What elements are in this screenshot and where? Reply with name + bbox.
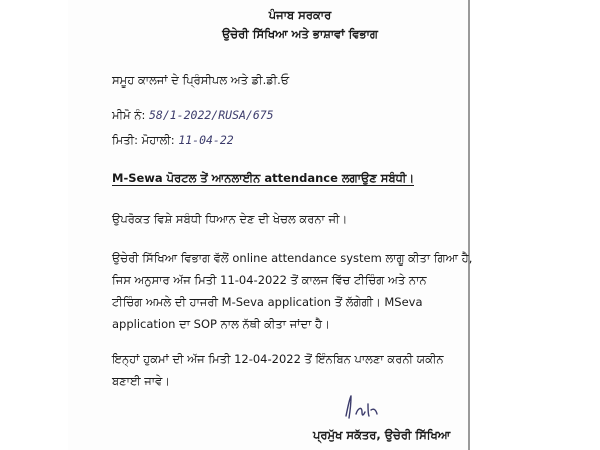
header-government: ਪੰਜਾਬ ਸਰਕਾਰ [268, 8, 332, 22]
signatory-title: ਪ੍ਰਮੁੱਖ ਸਕੱਤਰ, ਉਚੇਰੀ ਸਿੱਖਿਆ [313, 428, 451, 442]
subject-line [112, 171, 414, 185]
date-label: ਮਿਤੀ: ਮੋਹਾਲੀ: [112, 133, 175, 147]
paragraph-3-line-2: ਬਣਾਈ ਜਾਵੇ। [112, 374, 171, 388]
memo-number: 58/1-2022/RUSA/675 [148, 108, 274, 122]
paragraph-3-line-1: ਇਨ੍ਹਾਂ ਹੁਕਮਾਂ ਦੀ ਅੱਜ ਮਿਤੀ 12-04-2022 ਤੋਂ ਇੰਨਬਿਨ ਪਾਲਣਾ ਕਰਨੀ ਯਕੀਨ [112, 352, 444, 366]
subject-text: M-Sewa ਪੋਰਟਲ ਤੇਂ ਆਨਲਾਈਨ attendance ਲਗਾਉਣ ਸਬੰਧੀ। [112, 171, 415, 185]
paragraph-2-line-1: ਉਚੇਰੀ ਸਿੱਖਿਆ ਵਿਭਾਗ ਵੱਲੋਂ online attendance system ਲਾਗੂ ਕੀਤਾ ਗਿਆ ਹੈ, [112, 251, 473, 265]
paragraph-2-line-3: ਟੀਚਿੰਗ ਅਮਲੇ ਦੀ ਹਾਜਰੀ M-Seva application ਤੋਂ ਲੱਗੇਗੀ। MSeva [112, 295, 423, 309]
paragraph-1: ਉਪਰੋਕਤ ਵਿਸ਼ੇ ਸਬੰਧੀ ਧਿਆਨ ਦੇਣ ਦੀ ਖੇਚਲ ਕਰਨਾ ਜੀ। [112, 212, 348, 226]
recipient-line: ਸਮੂਹ ਕਾਲਜਾਂ ਦੇ ਪ੍ਰਿੰਸੀਪਲ ਅਤੇ ਡੀ.ਡੀ.ਓ [112, 73, 290, 87]
paragraph-2-line-4: application ਦਾ SOP ਨਾਲ ਨੱਥੀ ਕੀਤਾ ਜਾਂਦਾ ਹੈ। [112, 317, 330, 331]
memo-line [112, 108, 274, 122]
header-department: ਉਚੇਰੀ ਸਿੱਖਿਆ ਅਤੇ ਭਾਸ਼ਾਵਾਂ ਵਿਭਾਗ [222, 27, 378, 41]
date-line [112, 133, 234, 147]
signature-mark [338, 392, 398, 422]
paragraph-2-line-2: ਜਿਸ ਅਨੁਸਾਰ ਅੱਜ ਮਿਤੀ 11-04-2022 ਤੋਂ ਕਾਲਜ ਵਿੱਚ ਟੀਚਿੰਗ ਅਤੇ ਨਾਨ [112, 273, 427, 287]
date-value: 11-04-22 [178, 133, 234, 147]
memo-label: ਮੀਮੋ ਨੰ: [112, 108, 146, 122]
